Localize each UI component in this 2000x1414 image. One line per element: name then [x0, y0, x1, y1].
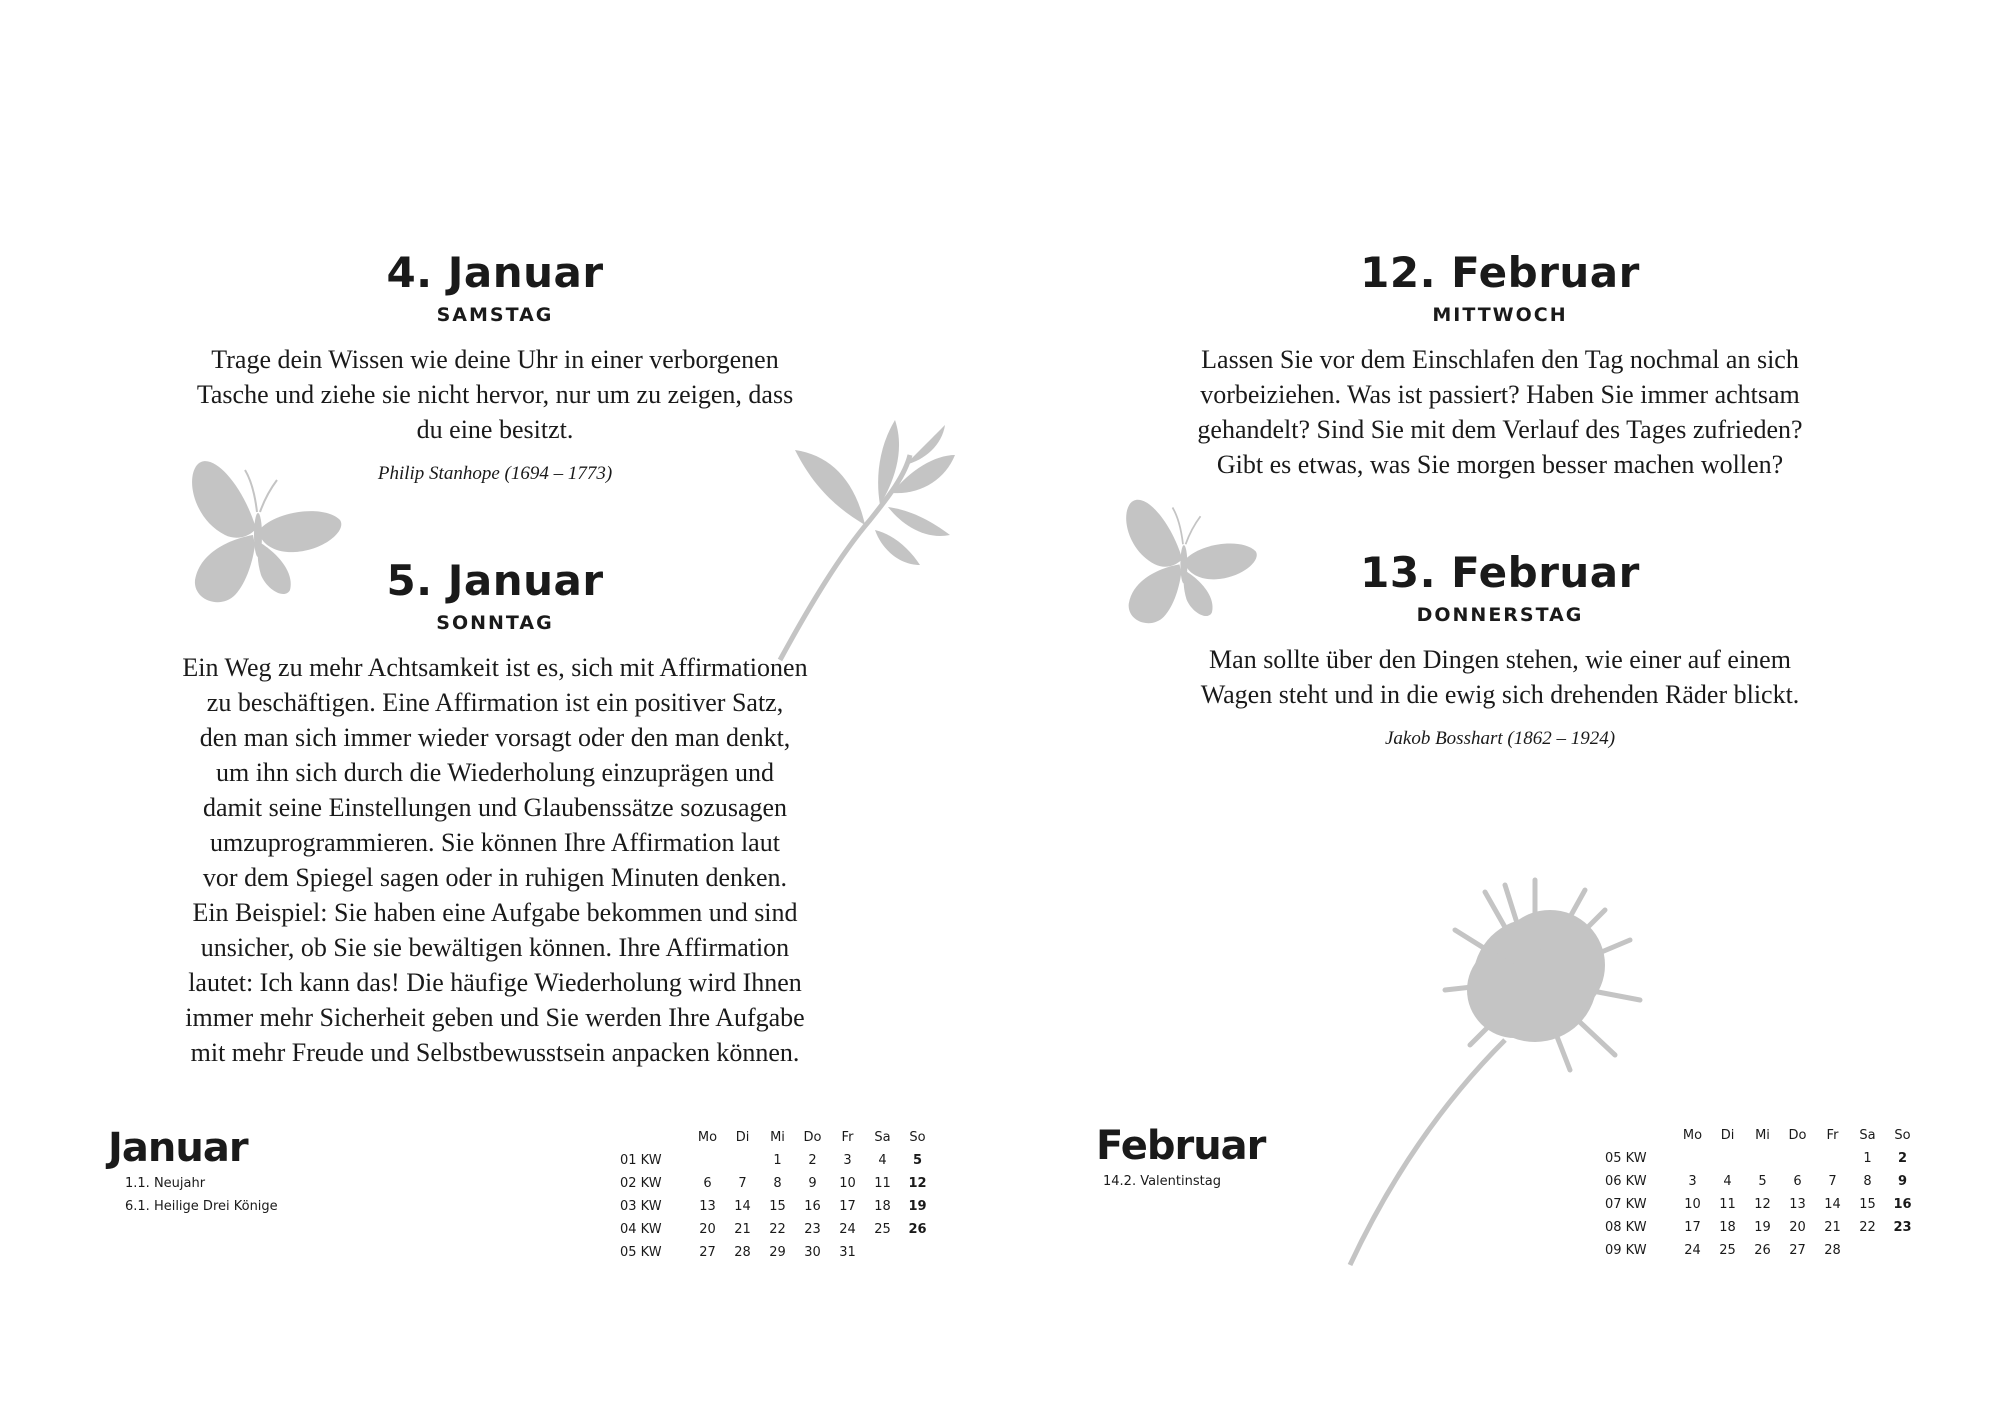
entry-date: 13. Februar [1360, 548, 1640, 597]
text-line: unsicher, ob Sie sie bewältigen können. Ihre Affirmation [200, 933, 790, 962]
day-cell [1675, 1147, 1710, 1170]
week-number: 05 KW [620, 1245, 662, 1260]
weekday-header: Di [735, 1130, 750, 1145]
calendar-week-row [620, 1218, 935, 1241]
calendar-week-row [1605, 1147, 1920, 1170]
day-cell: 25 [1719, 1243, 1736, 1258]
month-calendar [1605, 1124, 1920, 1262]
day-cell: 10 [839, 1176, 856, 1191]
text-line: du eine besitzt. [416, 415, 574, 444]
day-cell: 25 [874, 1222, 891, 1237]
day-cell: 20 [1789, 1220, 1806, 1235]
day-cell-sunday [900, 1241, 935, 1264]
day-cell: 5 [1758, 1174, 1767, 1189]
day-cell: 16 [804, 1199, 821, 1214]
entry-text [1140, 642, 1860, 712]
calendar-week-row [1605, 1239, 1920, 1262]
day-cell: 6 [703, 1176, 712, 1191]
day-cell: 21 [1824, 1220, 1841, 1235]
weekday-header: Sa [874, 1130, 891, 1145]
day-cell: 26 [1754, 1243, 1771, 1258]
week-number: 03 KW [620, 1199, 662, 1214]
calendar-week-row [1605, 1170, 1920, 1193]
day-cell: 21 [734, 1222, 751, 1237]
day-cell: 20 [699, 1222, 716, 1237]
month-calendar [620, 1126, 935, 1264]
entry-text [140, 342, 850, 447]
holiday-list [125, 1172, 278, 1218]
entry-weekday: SONNTAG [436, 612, 554, 634]
weekday-header: Mo [1682, 1128, 1703, 1143]
entry-date: 4. Januar [386, 248, 604, 297]
day-cell: 4 [878, 1153, 887, 1168]
weekday-header: Do [1788, 1128, 1807, 1143]
text-line: Gibt es etwas, was Sie morgen besser machen wollen? [1216, 450, 1784, 479]
calendar-header-row [620, 1126, 935, 1149]
weekday-header: Do [803, 1130, 822, 1145]
day-cell [865, 1241, 900, 1264]
day-cell: 8 [1863, 1174, 1872, 1189]
text-line: Wagen steht und in die ewig sich drehenden Räder blickt. [1200, 680, 1800, 709]
entry-author: Jakob Bosshart (1862 – 1924) [1384, 728, 1616, 749]
day-cell: 3 [1688, 1174, 1697, 1189]
day-cell: 12 [1754, 1197, 1771, 1212]
day-cell: 14 [1824, 1197, 1841, 1212]
day-cell: 2 [808, 1153, 817, 1168]
day-cell: 7 [738, 1176, 747, 1191]
text-line: Trage dein Wissen wie deine Uhr in einer verborgenen [211, 345, 779, 374]
day-cell: 22 [1859, 1220, 1876, 1235]
day-cell-sunday: 2 [1897, 1151, 1908, 1166]
entry-feb-12 [1140, 248, 1860, 482]
text-line: lautet: Ich kann das! Die häufige Wiederholung wird Ihnen [188, 968, 802, 997]
week-number: 06 KW [1605, 1174, 1647, 1189]
week-number: 05 KW [1605, 1151, 1647, 1166]
calendar-week-row [620, 1195, 935, 1218]
day-cell: 28 [1824, 1243, 1841, 1258]
calendar-week-row [620, 1172, 935, 1195]
text-line: Man sollte über den Dingen stehen, wie einer auf einem [1209, 645, 1791, 674]
holiday-item: 6.1. Heilige Drei Könige [125, 1199, 278, 1214]
month-title: Februar [1096, 1123, 1266, 1169]
text-line: Ein Beispiel: Sie haben eine Aufgabe bekommen und sind [192, 898, 798, 927]
kw-header [620, 1126, 690, 1149]
day-cell-sunday [1885, 1239, 1920, 1262]
weekday-header: So [1894, 1128, 1911, 1143]
week-number: 09 KW [1605, 1243, 1647, 1258]
day-cell: 6 [1793, 1174, 1802, 1189]
entry-weekday: MITTWOCH [1432, 304, 1568, 326]
weekday-header: So [909, 1130, 926, 1145]
holiday-item: 1.1. Neujahr [125, 1176, 206, 1191]
day-cell-sunday: 12 [908, 1176, 927, 1191]
day-cell: 14 [734, 1199, 751, 1214]
day-cell: 22 [769, 1222, 786, 1237]
right-page [1000, 0, 2000, 1414]
day-cell: 7 [1828, 1174, 1837, 1189]
text-line: gehandelt? Sind Sie mit dem Verlauf des Tages zufrieden? [1197, 415, 1803, 444]
day-cell-sunday: 16 [1893, 1197, 1912, 1212]
entry-text [140, 650, 850, 1070]
weekday-header: Mo [697, 1130, 718, 1145]
day-cell [1815, 1147, 1850, 1170]
weekday-header: Mi [1755, 1128, 1770, 1143]
text-line: immer mehr Sicherheit geben und Sie werden Ihre Aufgabe [185, 1003, 805, 1032]
holiday-list [1103, 1170, 1221, 1193]
day-cell [1850, 1239, 1885, 1262]
week-number: 08 KW [1605, 1220, 1647, 1235]
kw-header [1605, 1124, 1675, 1147]
week-number: 02 KW [620, 1176, 662, 1191]
text-line: mit mehr Freude und Selbstbewusstsein anpacken können. [190, 1038, 800, 1067]
day-cell: 13 [1789, 1197, 1806, 1212]
text-line: umzuprogrammieren. Sie können Ihre Affirmation laut [210, 828, 780, 857]
holiday-item: 14.2. Valentinstag [1103, 1174, 1221, 1189]
day-cell: 11 [1719, 1197, 1736, 1212]
day-cell: 1 [1863, 1151, 1872, 1166]
entry-date: 12. Februar [1360, 248, 1640, 297]
entry-date: 5. Januar [386, 556, 604, 605]
day-cell [1780, 1147, 1815, 1170]
text-line: zu beschäftigen. Eine Affirmation ist ein positiver Satz, [206, 688, 784, 717]
day-cell-sunday: 19 [908, 1199, 927, 1214]
text-line: damit seine Einstellungen und Glaubenssätze sozusagen [202, 793, 788, 822]
day-cell-sunday: 9 [1897, 1174, 1908, 1189]
day-cell: 30 [804, 1245, 821, 1260]
day-cell: 19 [1754, 1220, 1771, 1235]
weekday-header: Di [1720, 1128, 1735, 1143]
text-line: Ein Weg zu mehr Achtsamkeit ist es, sich mit Affirmationen [182, 653, 808, 682]
day-cell-sunday: 5 [912, 1153, 923, 1168]
weekday-header: Fr [1826, 1128, 1839, 1143]
entry-jan-4 [140, 248, 850, 485]
day-cell: 9 [808, 1176, 817, 1191]
text-line: den man sich immer wieder vorsagt oder den man denkt, [199, 723, 791, 752]
day-cell: 3 [843, 1153, 852, 1168]
day-cell: 24 [1684, 1243, 1701, 1258]
calendar-week-row [1605, 1216, 1920, 1239]
week-number: 01 KW [620, 1153, 662, 1168]
day-cell [1710, 1147, 1745, 1170]
day-cell: 1 [773, 1153, 782, 1168]
day-cell: 29 [769, 1245, 786, 1260]
day-cell-sunday: 26 [908, 1222, 927, 1237]
entry-weekday: SAMSTAG [436, 304, 554, 326]
day-cell: 15 [769, 1199, 786, 1214]
day-cell: 27 [1789, 1243, 1806, 1258]
day-cell [690, 1149, 725, 1172]
calendar-week-row [620, 1241, 935, 1264]
day-cell-sunday: 23 [1893, 1220, 1912, 1235]
week-number: 07 KW [1605, 1197, 1647, 1212]
calendar-week-row [1605, 1193, 1920, 1216]
week-number: 04 KW [620, 1222, 662, 1237]
weekday-header: Fr [841, 1130, 854, 1145]
weekday-header: Sa [1859, 1128, 1876, 1143]
calendar-header-row [1605, 1124, 1920, 1147]
day-cell [1745, 1147, 1780, 1170]
day-cell: 23 [804, 1222, 821, 1237]
day-cell: 4 [1723, 1174, 1732, 1189]
text-line: vor dem Spiegel sagen oder in ruhigen Minuten denken. [202, 863, 788, 892]
entry-feb-13 [1140, 548, 1860, 750]
day-cell: 11 [874, 1176, 891, 1191]
day-cell: 24 [839, 1222, 856, 1237]
day-cell: 15 [1859, 1197, 1876, 1212]
day-cell [725, 1149, 760, 1172]
day-cell: 17 [839, 1199, 856, 1214]
day-cell: 28 [734, 1245, 751, 1260]
month-title: Januar [108, 1125, 248, 1171]
day-cell: 31 [839, 1245, 856, 1260]
text-line: Tasche und ziehe sie nicht hervor, nur um zu zeigen, dass [196, 380, 794, 409]
day-cell: 17 [1684, 1220, 1701, 1235]
day-cell: 8 [773, 1176, 782, 1191]
entry-text [1140, 342, 1860, 482]
day-cell: 10 [1684, 1197, 1701, 1212]
entry-weekday: DONNERSTAG [1416, 604, 1584, 626]
day-cell: 27 [699, 1245, 716, 1260]
entry-author: Philip Stanhope (1694 – 1773) [377, 463, 613, 484]
day-cell: 13 [699, 1199, 716, 1214]
entry-jan-5 [140, 556, 850, 1070]
text-line: Lassen Sie vor dem Einschlafen den Tag nochmal an sich [1201, 345, 1799, 374]
calendar-week-row [620, 1149, 935, 1172]
weekday-header: Mi [770, 1130, 785, 1145]
day-cell: 18 [1719, 1220, 1736, 1235]
day-cell: 18 [874, 1199, 891, 1214]
text-line: um ihn sich durch die Wiederholung einzuprägen und [215, 758, 775, 787]
text-line: vorbeiziehen. Was ist passiert? Haben Sie immer achtsam [1200, 380, 1800, 409]
